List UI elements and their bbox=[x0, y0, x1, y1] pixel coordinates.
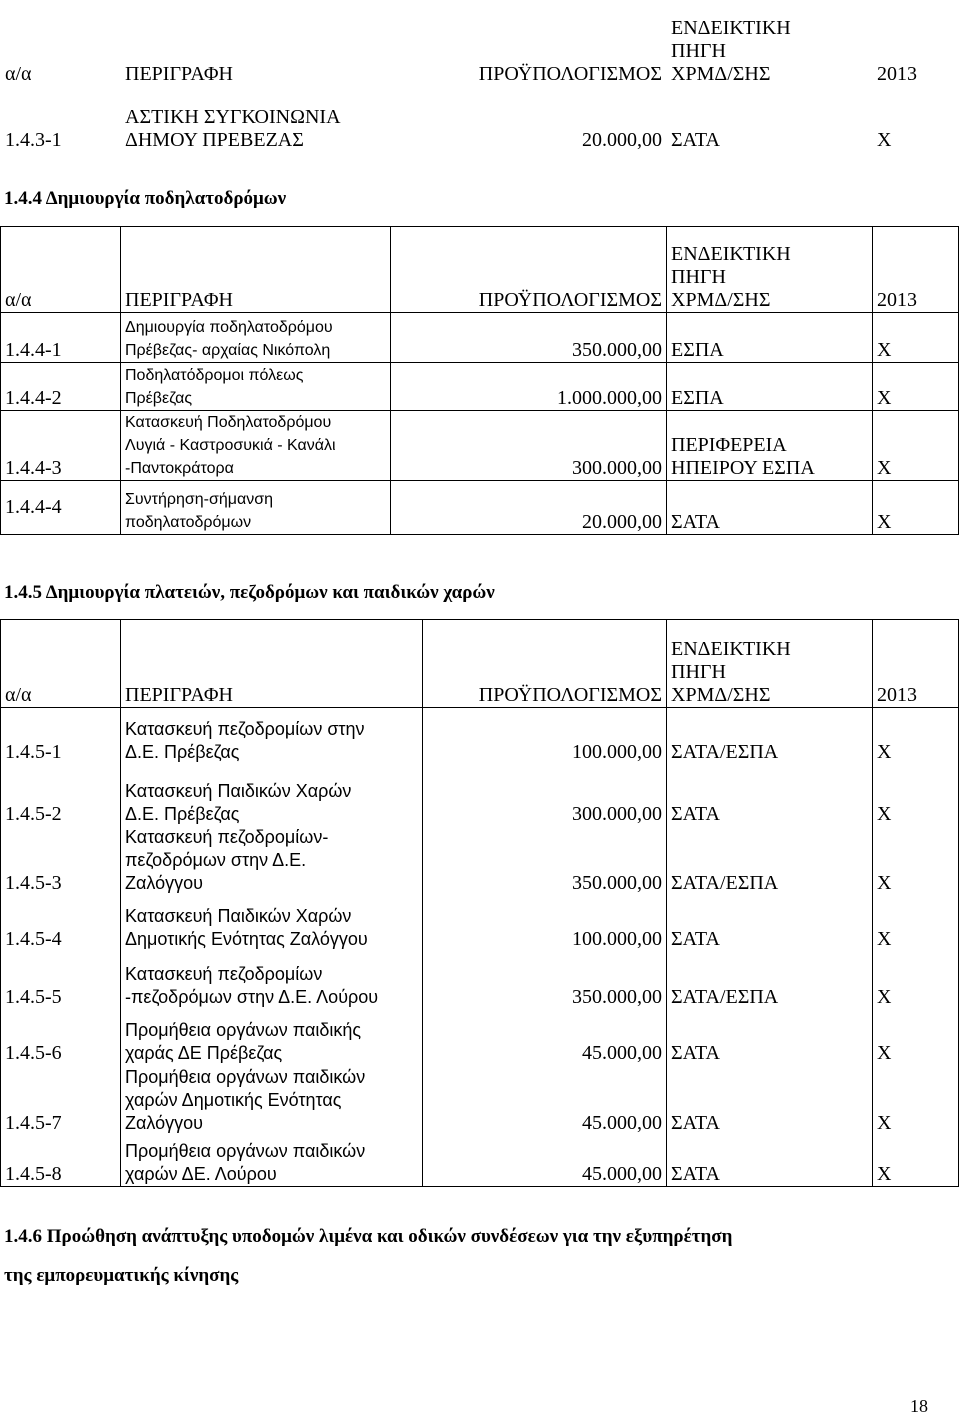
row-source-line2: ΗΠΕΙΡΟΥ ΕΣΠΑ bbox=[671, 457, 815, 479]
row-aa: 1.4.5-3 bbox=[1, 826, 121, 895]
header-year: 2013 bbox=[873, 227, 959, 313]
table-row bbox=[1, 764, 959, 826]
table-header-row bbox=[1, 620, 959, 708]
row-source bbox=[667, 411, 873, 481]
row-amount: 300.000,00 bbox=[391, 411, 667, 481]
row-desc-line2: -πεζοδρόμων στην Δ.Ε. Λούρου bbox=[125, 986, 379, 1007]
table-row bbox=[1, 411, 959, 481]
row-desc bbox=[121, 895, 423, 951]
table-row bbox=[1, 1065, 959, 1135]
row-mark: Χ bbox=[873, 481, 959, 535]
row-source: ΣΑΤΑ bbox=[667, 895, 873, 951]
table-row bbox=[1, 708, 959, 764]
row-source: ΣΑΤΑ bbox=[667, 1135, 873, 1187]
row-desc-line1: Κατασκευή Ποδηλατοδρόμου bbox=[125, 414, 332, 431]
row-desc-line1: Κατασκευή Παιδικών Χαρών bbox=[125, 780, 352, 801]
row-aa: 1.4.3-1 bbox=[5, 129, 62, 151]
table-header-row bbox=[1, 1, 959, 87]
header-budget: ΠΡΟΫΠΟΛΟΓΙΣΜΟΣ bbox=[478, 63, 662, 85]
row-source: ΣΑΤΑ/ΕΣΠΑ bbox=[667, 951, 873, 1009]
row-desc-line1: Προμήθεια οργάνων παιδικών bbox=[125, 1141, 366, 1161]
row-aa: 1.4.5-1 bbox=[1, 708, 121, 764]
row-desc-line1: ΑΣΤΙΚΗ ΣΥΓΚΟΙΝΩΝΙΑ bbox=[125, 106, 341, 128]
row-desc bbox=[121, 951, 423, 1009]
row-desc-line1: Κατασκευή Παιδικών Χαρών bbox=[125, 905, 352, 926]
row-mark: Χ bbox=[873, 1065, 959, 1135]
row-desc-line2: ΔΗΜΟΥ ΠΡΕΒΕΖΑΣ bbox=[125, 129, 304, 151]
header-source-line2: ΠΗΓΗ bbox=[671, 266, 726, 288]
row-amount: 100.000,00 bbox=[423, 708, 667, 764]
header-desc: ΠΕΡΙΓΡΑΦΗ bbox=[125, 63, 233, 85]
header-year: 2013 bbox=[873, 620, 959, 708]
row-aa: 1.4.5-6 bbox=[1, 1009, 121, 1065]
header-source-line3: ΧΡΜΔ/ΣΗΣ bbox=[671, 684, 771, 706]
page-number: 18 bbox=[910, 1396, 928, 1416]
row-desc-line2: Δ.Ε. Πρέβεζας bbox=[125, 741, 240, 762]
section-heading-1-4-6-line1: 1.4.6 Προώθηση ανάπτυξης υποδομών λιμένα και οδικών συνδέσεων για την εξυπηρέτηση bbox=[4, 1226, 733, 1247]
row-desc-line2: Λυγιά - Καστροσυκιά - Κανάλι bbox=[125, 437, 336, 454]
row-desc bbox=[121, 363, 391, 411]
row-mark: Χ bbox=[873, 708, 959, 764]
table-row bbox=[1, 363, 959, 411]
row-source: ΣΑΤΑ/ΕΣΠΑ bbox=[667, 708, 873, 764]
row-desc-line1: Κατασκευή πεζοδρομίων- bbox=[125, 826, 329, 847]
table-row bbox=[1, 313, 959, 363]
header-budget: ΠΡΟΫΠΟΛΟΓΙΣΜΟΣ bbox=[423, 620, 667, 708]
header-source bbox=[667, 620, 873, 708]
header-source bbox=[667, 227, 873, 313]
row-desc-line3: Ζαλόγγου bbox=[125, 1112, 203, 1133]
row-source: ΕΣΠΑ bbox=[667, 363, 873, 411]
row-source-line1: ΠΕΡΙΦΕΡΕΙΑ bbox=[671, 434, 787, 456]
section-heading-1-4-4: 1.4.4 Δημιουργία ποδηλατοδρόμων bbox=[4, 188, 287, 209]
row-source: ΕΣΠΑ bbox=[667, 313, 873, 363]
header-desc: ΠΕΡΙΓΡΑΦΗ bbox=[121, 620, 423, 708]
table-row bbox=[1, 1009, 959, 1065]
row-desc-line2: ποδηλατοδρόμων bbox=[125, 514, 252, 531]
header-source-line1: ΕΝΔΕΙΚΤΙΚΗ bbox=[671, 243, 791, 265]
header-source-line2: ΠΗΓΗ bbox=[671, 40, 726, 62]
row-desc bbox=[121, 1135, 423, 1187]
row-desc-line2: χαρών Δημοτικής Ενότητας bbox=[125, 1089, 342, 1110]
row-mark: Χ bbox=[873, 411, 959, 481]
row-source: ΣΑΤΑ bbox=[667, 481, 873, 535]
row-source: ΣΑΤΑ bbox=[667, 764, 873, 826]
row-source: ΣΑΤΑ bbox=[671, 129, 720, 151]
row-desc-line2: Πρέβεζας bbox=[125, 390, 193, 407]
row-desc-line2: Πρέβεζας- αρχαίας Νικόπολη bbox=[125, 342, 331, 359]
row-amount: 20.000,00 bbox=[582, 129, 662, 151]
row-aa: 1.4.4-3 bbox=[1, 411, 121, 481]
row-amount: 350.000,00 bbox=[391, 313, 667, 363]
row-desc bbox=[121, 313, 391, 363]
header-desc: ΠΕΡΙΓΡΑΦΗ bbox=[121, 227, 391, 313]
row-desc-line1: Ποδηλατόδρομοι πόλεως bbox=[125, 367, 304, 384]
row-desc-line1: Δημιουργία ποδηλατοδρόμου bbox=[125, 319, 333, 336]
row-amount: 45.000,00 bbox=[423, 1135, 667, 1187]
row-desc-line1: Συντήρηση-σήμανση bbox=[125, 491, 273, 508]
row-desc-line1: Κατασκευή πεζοδρομίων στην bbox=[125, 718, 365, 739]
row-desc bbox=[121, 708, 423, 764]
row-desc bbox=[121, 826, 423, 895]
row-source: ΣΑΤΑ/ΕΣΠΑ bbox=[667, 826, 873, 895]
header-source-line3: ΧΡΜΔ/ΣΗΣ bbox=[671, 63, 771, 85]
row-aa: 1.4.5-7 bbox=[1, 1065, 121, 1135]
header-aa: α/α bbox=[5, 63, 32, 85]
header-source-line1: ΕΝΔΕΙΚΤΙΚΗ bbox=[671, 17, 791, 39]
row-source: ΣΑΤΑ bbox=[667, 1065, 873, 1135]
row-amount: 300.000,00 bbox=[423, 764, 667, 826]
section-heading-1-4-6-line2: της εμπορευματικής κίνησης bbox=[4, 1265, 239, 1286]
row-desc bbox=[121, 1009, 423, 1065]
row-mark: Χ bbox=[873, 951, 959, 1009]
row-mark: Χ bbox=[873, 313, 959, 363]
row-amount: 45.000,00 bbox=[423, 1009, 667, 1065]
row-mark: Χ bbox=[873, 826, 959, 895]
row-source: ΣΑΤΑ bbox=[667, 1009, 873, 1065]
row-aa: 1.4.4-4 bbox=[1, 481, 121, 535]
row-aa: 1.4.4-2 bbox=[1, 363, 121, 411]
header-budget: ΠΡΟΫΠΟΛΟΓΙΣΜΟΣ bbox=[391, 227, 667, 313]
row-desc-line2: Δημοτικής Ενότητας Ζαλόγγου bbox=[125, 928, 368, 949]
row-desc-line1: Προμήθεια οργάνων παιδικών bbox=[125, 1066, 366, 1087]
header-source bbox=[667, 1, 873, 87]
table-header-row bbox=[1, 227, 959, 313]
row-desc-line3: Ζαλόγγου bbox=[125, 872, 203, 893]
row-desc-line2: πεζοδρόμων στην Δ.Ε. bbox=[125, 849, 307, 870]
row-amount: 100.000,00 bbox=[423, 895, 667, 951]
section-heading-1-4-5: 1.4.5 Δημιουργία πλατειών, πεζοδρόμων και παιδικών χαρών bbox=[4, 582, 495, 603]
row-aa: 1.4.5-2 bbox=[1, 764, 121, 826]
row-desc bbox=[121, 1065, 423, 1135]
row-amount: 350.000,00 bbox=[423, 951, 667, 1009]
table-row bbox=[1, 895, 959, 951]
row-amount: 45.000,00 bbox=[423, 1065, 667, 1135]
header-source-line3: ΧΡΜΔ/ΣΗΣ bbox=[671, 289, 771, 311]
row-desc bbox=[121, 411, 391, 481]
table-row bbox=[1, 87, 959, 153]
header-source-line2: ΠΗΓΗ bbox=[671, 661, 726, 683]
row-mark: Χ bbox=[873, 895, 959, 951]
row-amount: 1.000.000,00 bbox=[391, 363, 667, 411]
table-row bbox=[1, 826, 959, 895]
table-1-4-4 bbox=[0, 226, 959, 535]
row-desc bbox=[121, 481, 391, 535]
row-desc-line2: χαράς ΔΕ Πρέβεζας bbox=[125, 1042, 283, 1063]
header-aa: α/α bbox=[1, 227, 121, 313]
row-mark: Χ bbox=[873, 764, 959, 826]
row-amount: 20.000,00 bbox=[391, 481, 667, 535]
row-desc-line1: Προμήθεια οργάνων παιδικής bbox=[125, 1019, 362, 1040]
table-row bbox=[1, 1135, 959, 1187]
table-row bbox=[1, 951, 959, 1009]
row-desc-line2: χαρών ΔΕ. Λούρου bbox=[125, 1164, 277, 1184]
row-aa: 1.4.5-4 bbox=[1, 895, 121, 951]
row-desc bbox=[121, 87, 391, 153]
table-1-4-3 bbox=[0, 0, 959, 153]
row-mark: Χ bbox=[873, 363, 959, 411]
header-source-line1: ΕΝΔΕΙΚΤΙΚΗ bbox=[671, 638, 791, 660]
row-desc-line2: Δ.Ε. Πρέβεζας bbox=[125, 803, 240, 824]
row-desc-line3: -Παντοκράτορα bbox=[125, 460, 234, 477]
row-desc bbox=[121, 764, 423, 826]
row-desc-line1: Κατασκευή πεζοδρομίων bbox=[125, 963, 323, 984]
table-row bbox=[1, 481, 959, 535]
row-amount: 350.000,00 bbox=[423, 826, 667, 895]
row-aa: 1.4.5-8 bbox=[1, 1135, 121, 1187]
header-aa: α/α bbox=[1, 620, 121, 708]
row-aa: 1.4.4-1 bbox=[1, 313, 121, 363]
row-mark: Χ bbox=[877, 129, 892, 151]
header-year: 2013 bbox=[877, 63, 917, 85]
row-mark: Χ bbox=[873, 1009, 959, 1065]
row-aa: 1.4.5-5 bbox=[1, 951, 121, 1009]
row-mark: Χ bbox=[873, 1135, 959, 1187]
table-1-4-5 bbox=[0, 619, 959, 1187]
